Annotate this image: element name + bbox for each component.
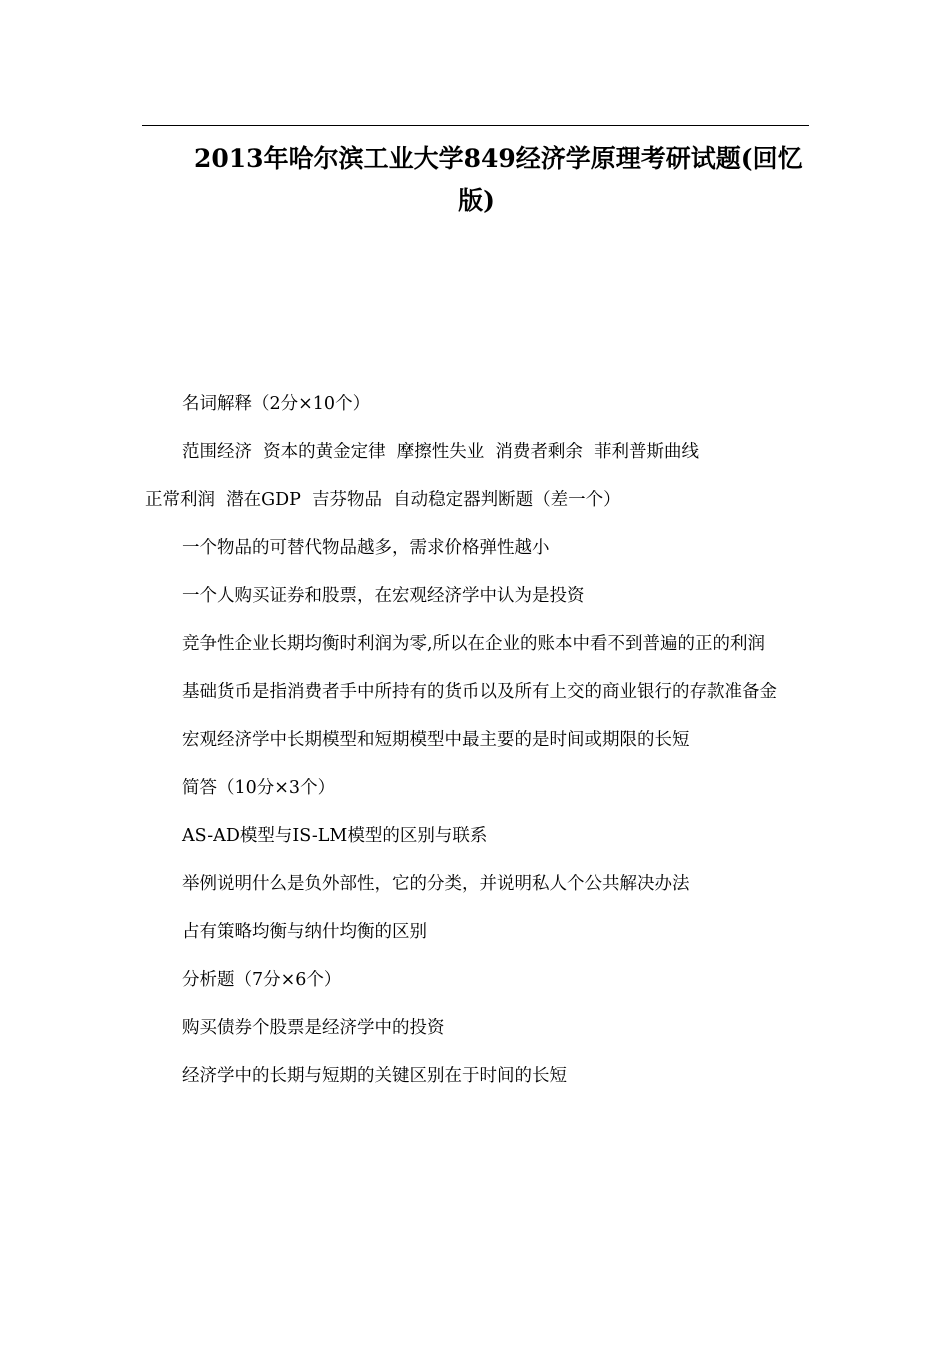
judgment-item-5: 宏观经济学中长期模型和短期模型中最主要的是时间或期限的长短 bbox=[182, 730, 690, 750]
judgment-item-2: 一个人购买证券和股票，在宏观经济学中认为是投资 bbox=[182, 586, 585, 606]
title-line-1: 2013年哈尔滨工业大学849经济学原理考研试题(回忆 bbox=[194, 144, 803, 173]
section-heading-term-definitions: 名词解释（2分×10个） bbox=[182, 394, 371, 414]
document-body bbox=[145, 380, 810, 1100]
short-answer-item-1: AS-AD模型与IS-LM模型的区别与联系 bbox=[182, 826, 488, 846]
term-list-line-2: 正常利润 潜在GDP 吉芬物品 自动稳定器判断题（差一个） bbox=[145, 490, 621, 510]
judgment-item-3: 竞争性企业长期均衡时利润为零,所以在企业的账本中看不到普遍的正的利润 bbox=[182, 634, 766, 654]
header-rule bbox=[142, 125, 809, 126]
term-list-line-1: 范围经济 资本的黄金定律 摩擦性失业 消费者剩余 菲利普斯曲线 bbox=[182, 442, 699, 462]
judgment-item-1: 一个物品的可替代物品越多，需求价格弹性越小 bbox=[182, 538, 550, 558]
document-title bbox=[142, 138, 809, 222]
section-heading-analysis: 分析题（7分×6个） bbox=[182, 970, 342, 990]
analysis-item-1: 购买债券个股票是经济学中的投资 bbox=[182, 1018, 445, 1038]
section-heading-short-answer: 简答（10分×3个） bbox=[182, 778, 336, 798]
judgment-item-4: 基础货币是指消费者手中所持有的货币以及所有上交的商业银行的存款准备金 bbox=[182, 682, 777, 702]
title-line-2: 版) bbox=[458, 186, 495, 215]
short-answer-item-3: 占有策略均衡与纳什均衡的区别 bbox=[182, 922, 427, 942]
short-answer-item-2: 举例说明什么是负外部性，它的分类，并说明私人个公共解决办法 bbox=[182, 874, 690, 894]
analysis-item-2: 经济学中的长期与短期的关键区别在于时间的长短 bbox=[182, 1066, 567, 1086]
